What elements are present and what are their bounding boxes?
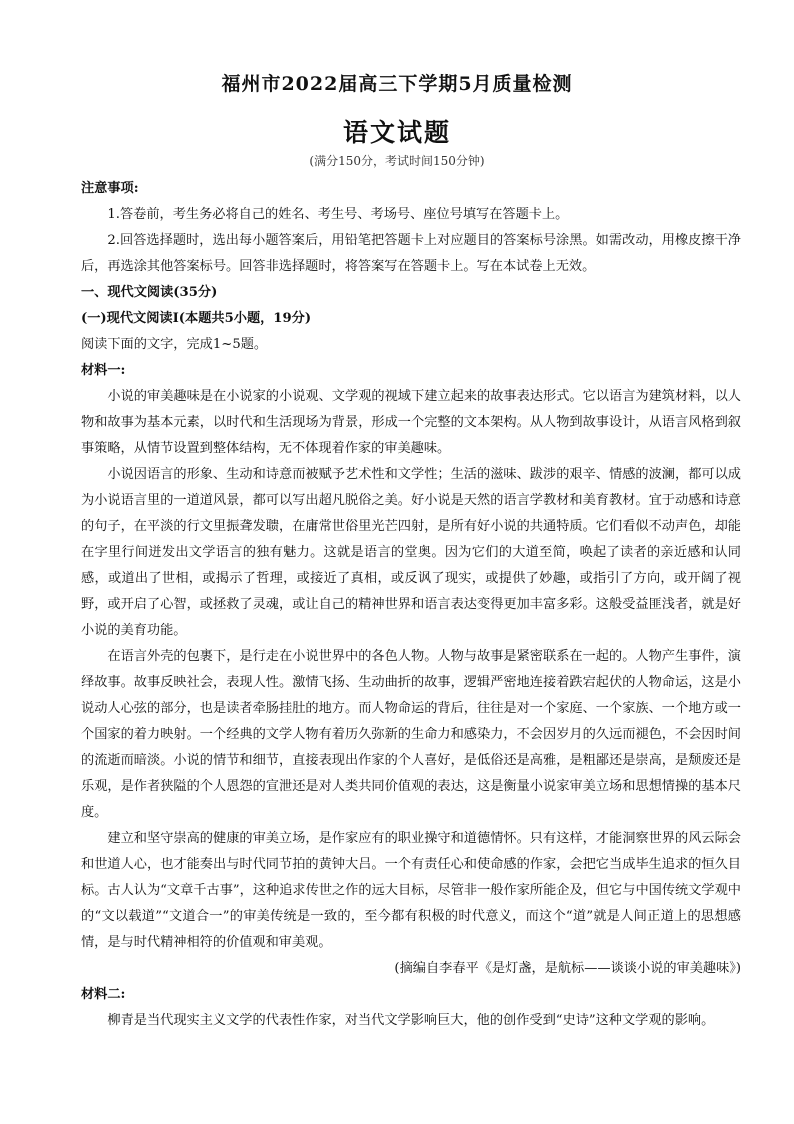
material2-paragraph: 柳青是当代现实主义文学的代表性作家，对当代文学影响巨大，他的创作受到“史诗”这种文学观的影响。 xyxy=(107,1013,715,1028)
exam-body xyxy=(81,176,741,1034)
notes-item-1: 1.答卷前，考生务必将自己的姓名、考生号、考场号、座位号填写在答题卡上。 xyxy=(107,207,569,222)
reading-instruction: 阅读下面的文字，完成1~5题。 xyxy=(81,337,268,352)
material1-source: (摘编自李春平《是灯盏，是航标——谈谈小说的审美趣味》) xyxy=(394,961,741,976)
subject-title: 语文试题 xyxy=(342,118,451,147)
material1-paragraph: 小说的审美趣味是在小说家的小说观、文学观的视域下建立起来的故事表达形式。它以语言为建筑材料，以人物和故事为基本元素，以时代和生活现场为背景，形成一个完整的文本架构。从人物到故事设计，从语言风格到叙事策略，从情节设置到整体结构，无不体现着作家的审美趣味。 xyxy=(81,389,741,456)
material1-paragraph: 在语言外壳的包裹下，是行走在小说世界中的各色人物。人物与故事是紧密联系在一起的。人物产生事件，演绎故事。故事反映社会，表现人性。激情飞扬、生动曲折的故事，逻辑严密地连接着跌宕起伏的人物命运，这是小说动人心弦的部分，也是读者牵肠挂肚的地方。而人物命运的背后，往往是对一个家庭、一个家族、一个地方或一个国家的着力映射。一个经典的文学人物有着历久弥新的生命力和感染力，不会因岁月的久远而褪色，不会因时间的流逝而暗淡。小说的情节和细节，直接表现出作家的个人喜好，是低俗还是高雅，是粗鄙还是崇高，是颓废还是乐观，是作者狭隘的个人恩怨的宣泄还是对人类共同价值观的表达，这是衡量小说家审美立场和思想情操的基本尺度。 xyxy=(81,649,741,820)
material1-paragraph: 小说因语言的形象、生动和诗意而被赋予艺术性和文学性；生活的滋味、跋涉的艰辛、情感的波澜，都可以成为小说语言里的一道道风景，都可以写出超凡脱俗之美。好小说是天然的语言学教材和美育教材。宜于动感和诗意的句子，在平淡的行文里振聋发聩，在庸常世俗里光芒四射，是所有好小说的共通特质。它们看似不动声色，却能在字里行间迸发出文学语言的独有魅力。这就是语言的堂奥。因为它们的大道至简，唤起了读者的亲近感和认同感，或道出了世相，或揭示了哲理，或接近了真相，或反讽了现实，或提供了妙趣，或指引了方向，或开阔了视野，或开启了心智，或拯救了灵魂，或让自己的精神世界和语言表达变得更加丰富多彩。这般受益匪浅者，就是好小说的美育功能。 xyxy=(81,467,741,638)
notes-heading: 注意事项: xyxy=(81,181,139,196)
material1-label: 材料一: xyxy=(81,363,126,378)
material2-label: 材料二: xyxy=(81,987,126,1002)
section-heading: 一、现代文阅读(35分) xyxy=(81,285,218,300)
notes-item-2: 2.回答选择题时，选出每小题答案后，用铅笔把答题卡上对应题目的答案标号涂黑。如需改动，用橡皮擦干净后，再选涂其他答案标号。回答非选择题时，将答案写在答题卡上。写在本试卷上无效。 xyxy=(81,233,741,274)
material1-paragraph: 建立和坚守崇高的健康的审美立场，是作家应有的职业操守和道德情怀。只有这样，才能洞察世界的风云际会和世道人心，也才能奏出与时代同节拍的黄钟大吕。一个有责任心和使命感的作家，会把它当成毕生追求的恒久目标。古人认为“文章千古事”，这种追求传世之作的远大目标，尽管非一般作家所能企及，但它与中国传统文学观中的“文以载道”“文道合一”的审美传统是一致的，至今都有积极的时代意义，而这个“道”就是人间正道上的思想感情，是与时代精神相符的价值观和审美观。 xyxy=(81,831,741,950)
score-note: (满分150分，考试时间150分钟) xyxy=(309,154,485,168)
exam-title: 福州市2022届高三下学期5月质量检测 xyxy=(221,73,573,95)
sub-section-heading: (一)现代文阅读Ⅰ(本题共5小题，19分) xyxy=(81,311,312,326)
